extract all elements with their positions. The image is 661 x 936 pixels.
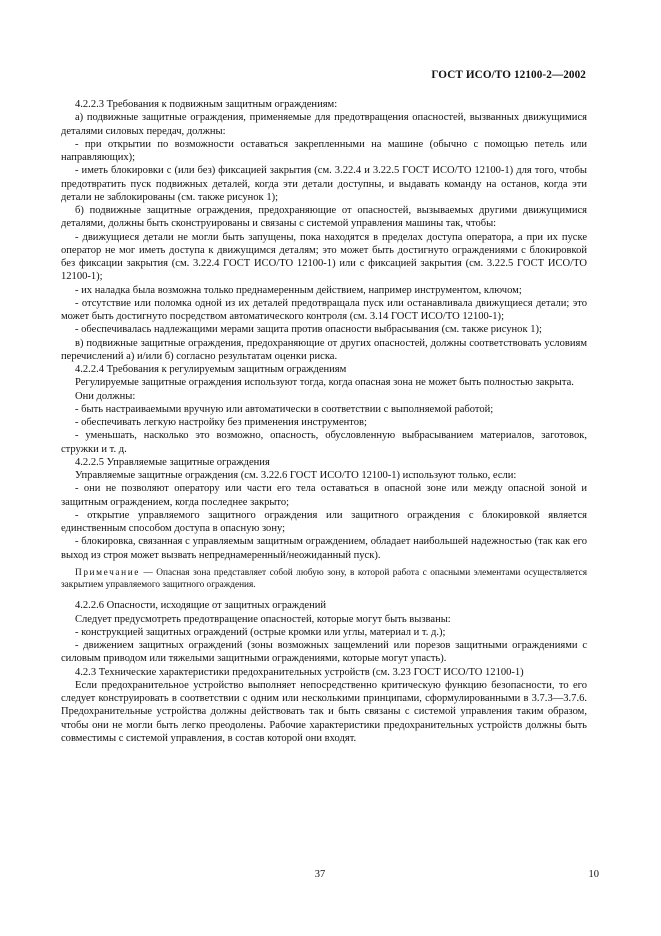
paragraph: 4.2.2.3 Требования к подвижным защитным ограждениям:: [75, 99, 338, 110]
paragraph: - блокировка, связанная с управляемым защитным ограждением, обладает наибольшей надежностью (так как его выход из строя может вызвать непреднамеренный/неожиданный пуск).: [61, 536, 587, 561]
document-body: [61, 98, 587, 745]
paragraph: 4.2.2.5 Управляемые защитные ограждения: [75, 456, 270, 468]
paragraph: Регулируемые защитные ограждения используют тогда, когда опасная зона не может быть полностью закрыта.: [75, 377, 574, 389]
note-label: Примечание: [75, 567, 140, 578]
paragraph: а) подвижные защитные ограждения, применяемые для предотвращения опасностей, вызванных движущимися деталями силовых передач, должны:: [61, 112, 587, 137]
note: [61, 568, 587, 592]
paragraph: 4.2.3 Технические характеристики предохранительных устройств (см. 3.23 ГОСТ ИСО/ТО 12100-1): [75, 666, 524, 678]
paragraph: - иметь блокировки с (или без) фиксацией закрытия (см. 3.22.4 и 3.22.5 ГОСТ ИСО/ТО 12100-1) для того, чтобы предотвратить пуск подвижных деталей, когда эти детали доступны, и выдавать команду на останов, когда эти детали не заблокированы (см. также рисунок 1);: [61, 165, 587, 203]
sheet-number: 10: [588, 869, 599, 880]
paragraph: Если предохранительное устройство выполняет непосредственно критическую функцию безопасности, то его следует конструировать в соответствии с одним или несколькими принципами, сформулированными в 3.7.3—3.7.6. Предохранительные устройства должны действовать так и быть связаны с системой управления таким образом, чтобы они не могли быть легко преодолены. Рабочие характеристики предохранительных устройств должны быть совместимы с системой управления, в состав которой они входят.: [61, 679, 587, 744]
paragraph: - открытие управляемого защитного ограждения или защитного ограждения с блокировкой является единственным способом доступа в опасную зону;: [61, 509, 587, 534]
paragraph: б) подвижные защитные ограждения, предохраняющие от опасностей, вызываемых другими движущимися деталями, должны быть сконструированы и связаны с системой управления машины так, чтобы:: [61, 205, 587, 230]
standard-header: ГОСТ ИСО/ТО 12100-2—2002: [431, 69, 586, 81]
paragraph: - быть настраиваемыми вручную или автоматически в соответствии с выполняемой работой;: [75, 403, 494, 415]
paragraph: Следует предусмотреть предотвращение опасностей, которые могут быть вызваны:: [75, 613, 451, 625]
paragraph: 4.2.2.4 Требования к регулируемым защитным ограждениям: [75, 364, 347, 375]
paragraph: - движущиеся детали не могли быть запущены, пока находятся в пределах доступа оператора, а при их пуске оператор не мог иметь доступа к движущимся деталям; это может быть достигнуто ограждениями с блокировкой без фиксации закрытия (см. 3.22.4 ГОСТ ИСО/ТО 12100-1) или с фиксацией закрытия (см. 3.22.5 ГОСТ ИСО/ТО 12100-1);: [61, 231, 587, 283]
note-text: — Опасная зона представляет собой любую зону, в которой работа с опасными элементами осуществляется закрытием управляемого защитного ограждения.: [61, 567, 587, 590]
paragraph: Они должны:: [75, 390, 136, 402]
page-number: 37: [314, 869, 326, 880]
paragraph: - обеспечивать легкую настройку без применения инструментов;: [75, 417, 367, 428]
paragraph: - движением защитных ограждений (зоны возможных защемлений или порезов защитными ограждениями с силовым приводом или тяжелыми защитными ограждениями, которые могут упасть).: [61, 640, 587, 665]
paragraph: - обеспечивалась надлежащими мерами защита против опасности выбрасывания (см. также рисунок 1);: [75, 324, 542, 336]
paragraph: - уменьшать, насколько это возможно, опасность, обусловленную выбрасыванием материалов, заготовок, стружки и т. д.: [61, 430, 587, 455]
paragraph: 4.2.2.6 Опасности, исходящие от защитных ограждений: [75, 600, 327, 612]
paragraph: - отсутствие или поломка одной из их деталей предотвращала пуск или останавливала движущиеся детали; это может быть достигнуто посредством автоматического контроля (см. 3.14 ГОСТ ИСО/ТО 12100-1);: [61, 297, 587, 322]
paragraph: в) подвижные защитные ограждения, предохраняющие от других опасностей, должны соответствовать условиям перечислений а) и/или б) согласно результатам оценки риска.: [61, 337, 587, 362]
paragraph: Управляемые защитные ограждения (см. 3.22.6 ГОСТ ИСО/ТО 12100-1) используют только, если:: [75, 470, 517, 481]
paragraph: - конструкцией защитных ограждений (острые кромки или углы, материал и т. д.);: [75, 626, 446, 638]
paragraph: - их наладка была возможна только преднамеренным действием, например инструментом, ключом;: [75, 284, 522, 296]
paragraph: - при открытии по возможности оставаться закрепленными на машине (обычно с помощью петель или направляющих);: [61, 138, 587, 163]
paragraph: - они не позволяют оператору или части его тела оставаться в опасной зоне или между опасной зоной и защитным ограждением, когда последнее закрыто;: [61, 483, 587, 508]
